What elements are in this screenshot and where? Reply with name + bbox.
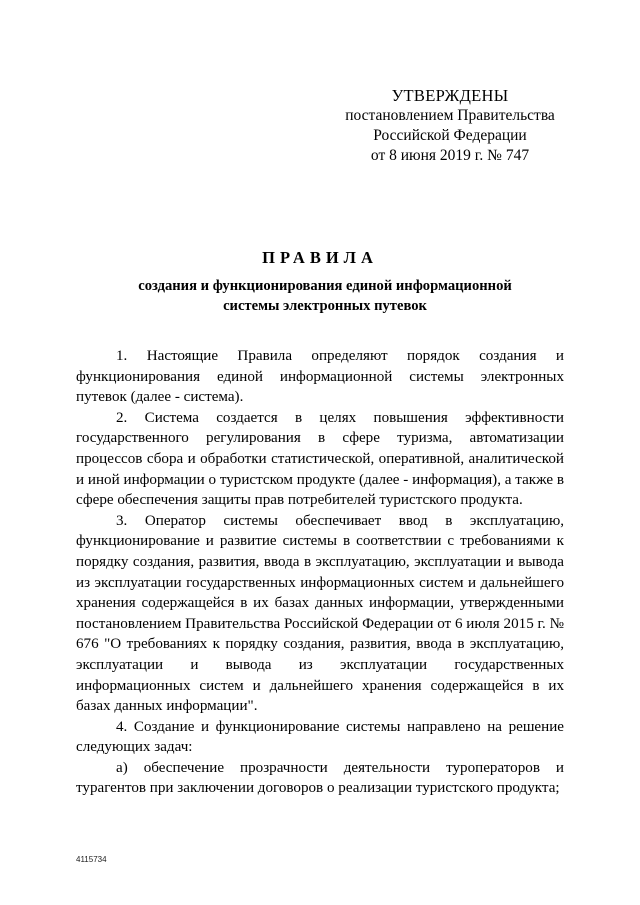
document-title: ПРАВИЛА xyxy=(262,248,378,267)
document-code: 4115734 xyxy=(76,855,107,864)
paragraph-2: 2. Система создается в целях повышения эффективности государственного регулирования в сфере туризма, автоматизации процессов сбора и обработки статистической, оперативной, аналитической и иной информации о туристском продукте (далее - информация), а также в сфере обеспечения защиты прав потребителей туристского продукта. xyxy=(76,409,564,509)
document-body xyxy=(76,346,564,799)
subtitle-line-2: системы электронных путевок xyxy=(223,298,427,314)
approval-line-2: Российской Федерации xyxy=(373,127,527,144)
subtitle-line-1: создания и функционирования единой информационной xyxy=(138,278,512,294)
approval-block xyxy=(330,86,570,166)
document-subtitle xyxy=(90,276,560,316)
approval-heading: УТВЕРЖДЕНЫ xyxy=(391,86,509,105)
approval-line-3: от 8 июня 2019 г. № 747 xyxy=(370,147,530,164)
paragraph-3: 3. Оператор системы обеспечивает ввод в эксплуатацию, функционирование и развитие системы в соответствии с требованиями к порядку создания, развития, ввода в эксплуатацию, эксплуатации и вывода из эксплуатации государственных информационных систем и дальнейшего хранения содержащейся в их базах данных информации, утвержденными постановлением Правительства Российской Федерации от 6 июля 2015 г. № 676 "О требованиях к порядку создания, развития, ввода в эксплуатацию, эксплуатации и вывода из эксплуатации государственных информационных систем и дальнейшего хранения содержащейся в их базах данных информации". xyxy=(76,512,564,715)
paragraph-4a: а) обеспечение прозрачности деятельности туроператоров и турагентов при заключении договоров о реализации туристского продукта; xyxy=(76,759,564,797)
paragraph-1: 1. Настоящие Правила определяют порядок создания и функционирования единой информационной системы электронных путевок (далее - система). xyxy=(76,348,564,406)
approval-line-1: постановлением Правительства xyxy=(345,107,555,124)
paragraph-4: 4. Создание и функционирование системы направлено на решение следующих задач: xyxy=(76,718,564,756)
